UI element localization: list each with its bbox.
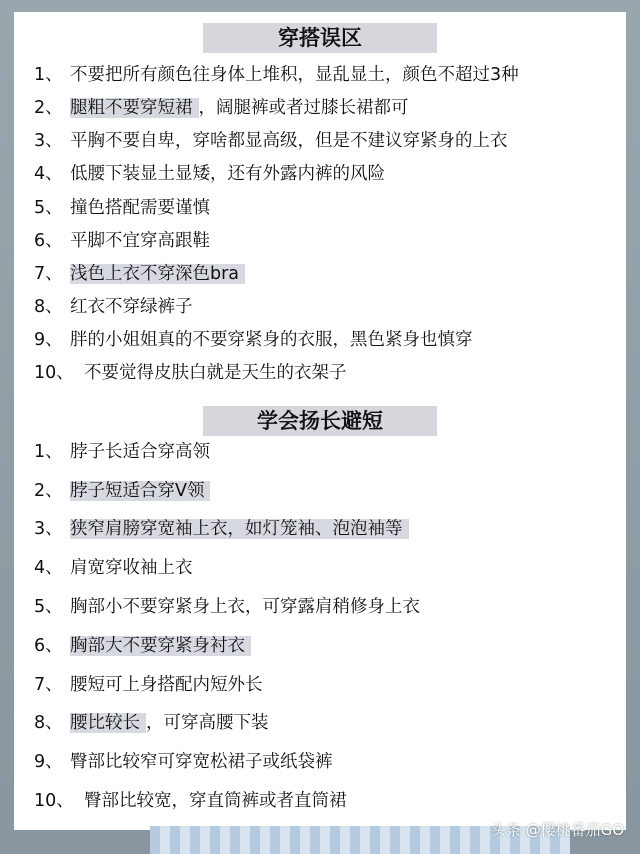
item-number: 6、 bbox=[34, 231, 63, 251]
item-number: 10、 bbox=[34, 791, 74, 811]
item-number: 3、 bbox=[34, 519, 63, 539]
item-text: 臀部比较窄可穿宽松裙子或纸袋裤 bbox=[70, 752, 333, 772]
item-text: 臀部比较宽，穿直筒裤或者直筒裙 bbox=[84, 791, 347, 811]
list-item bbox=[34, 479, 210, 503]
highlighted-text: 腿粗不要穿短裙 bbox=[70, 98, 199, 118]
highlighted-text: 胸部大不要穿紧身衬衣 bbox=[70, 636, 251, 656]
item-number: 2、 bbox=[34, 481, 63, 501]
list-item bbox=[34, 162, 385, 186]
item-text: 不要把所有颜色往身体上堆积，显乱显土，颜色不超过3种 bbox=[70, 65, 519, 85]
item-number: 4、 bbox=[34, 558, 63, 578]
list-item bbox=[34, 556, 193, 580]
highlighted-text: 狭窄肩膀穿宽袖上衣，如灯笼袖、泡泡袖等 bbox=[70, 519, 409, 539]
item-number: 1、 bbox=[34, 65, 63, 85]
item-text: 脖子长适合穿高领 bbox=[70, 442, 210, 462]
list-item bbox=[34, 517, 409, 541]
item-number: 5、 bbox=[34, 198, 63, 218]
list-item bbox=[34, 295, 193, 319]
item-text: 不要觉得皮肤白就是天生的衣架子 bbox=[84, 363, 347, 383]
watermark: 头条 @樱桃番茄GO bbox=[490, 821, 624, 839]
item-number: 6、 bbox=[34, 636, 63, 656]
section-title-strengths: 学会扬长避短 bbox=[203, 406, 437, 436]
item-text: 平脚不宜穿高跟鞋 bbox=[70, 231, 210, 251]
item-number: 8、 bbox=[34, 297, 63, 317]
list-item bbox=[34, 196, 210, 220]
item-number: 5、 bbox=[34, 597, 63, 617]
list-item bbox=[34, 673, 263, 697]
item-text: 胸部小不要穿紧身上衣，可穿露肩稍修身上衣 bbox=[70, 597, 420, 617]
item-number: 2、 bbox=[34, 98, 63, 118]
list-item bbox=[34, 328, 473, 352]
item-number: 8、 bbox=[34, 713, 63, 733]
list-item bbox=[34, 789, 347, 813]
item-text: ，阔腿裤或者过膝长裙都可 bbox=[198, 98, 409, 118]
list-item bbox=[34, 634, 251, 658]
item-text: 低腰下装显土显矮，还有外露内裤的风险 bbox=[70, 164, 385, 184]
item-number: 9、 bbox=[34, 752, 63, 772]
list-item bbox=[34, 63, 519, 87]
list-item bbox=[34, 595, 420, 619]
list-item bbox=[34, 262, 245, 286]
highlighted-text: 脖子短适合穿V领 bbox=[70, 481, 210, 501]
section-title-mistakes: 穿搭误区 bbox=[203, 23, 437, 53]
item-number: 9、 bbox=[34, 330, 63, 350]
list-item bbox=[34, 229, 210, 253]
item-number: 10、 bbox=[34, 363, 74, 383]
list-item bbox=[34, 440, 210, 464]
item-text: 红衣不穿绿裤子 bbox=[70, 297, 193, 317]
item-number: 7、 bbox=[34, 675, 63, 695]
item-text: 撞色搭配需要谨慎 bbox=[70, 198, 210, 218]
list-item bbox=[34, 96, 409, 120]
list-item bbox=[34, 711, 269, 735]
item-number: 7、 bbox=[34, 264, 63, 284]
item-text: ，可穿高腰下装 bbox=[146, 713, 269, 733]
item-number: 3、 bbox=[34, 131, 63, 151]
item-text: 肩宽穿收袖上衣 bbox=[70, 558, 193, 578]
item-number: 1、 bbox=[34, 442, 63, 462]
list-item bbox=[34, 361, 347, 385]
list-item bbox=[34, 129, 508, 153]
list-item bbox=[34, 750, 333, 774]
highlighted-text: 浅色上衣不穿深色bra bbox=[70, 264, 245, 284]
item-text: 平胸不要自卑，穿啥都显高级，但是不建议穿紧身的上衣 bbox=[70, 131, 508, 151]
item-text: 胖的小姐姐真的不要穿紧身的衣服，黑色紧身也慎穿 bbox=[70, 330, 473, 350]
item-text: 腰短可上身搭配内短外长 bbox=[70, 675, 263, 695]
highlighted-text: 腰比较长 bbox=[70, 713, 146, 733]
item-number: 4、 bbox=[34, 164, 63, 184]
